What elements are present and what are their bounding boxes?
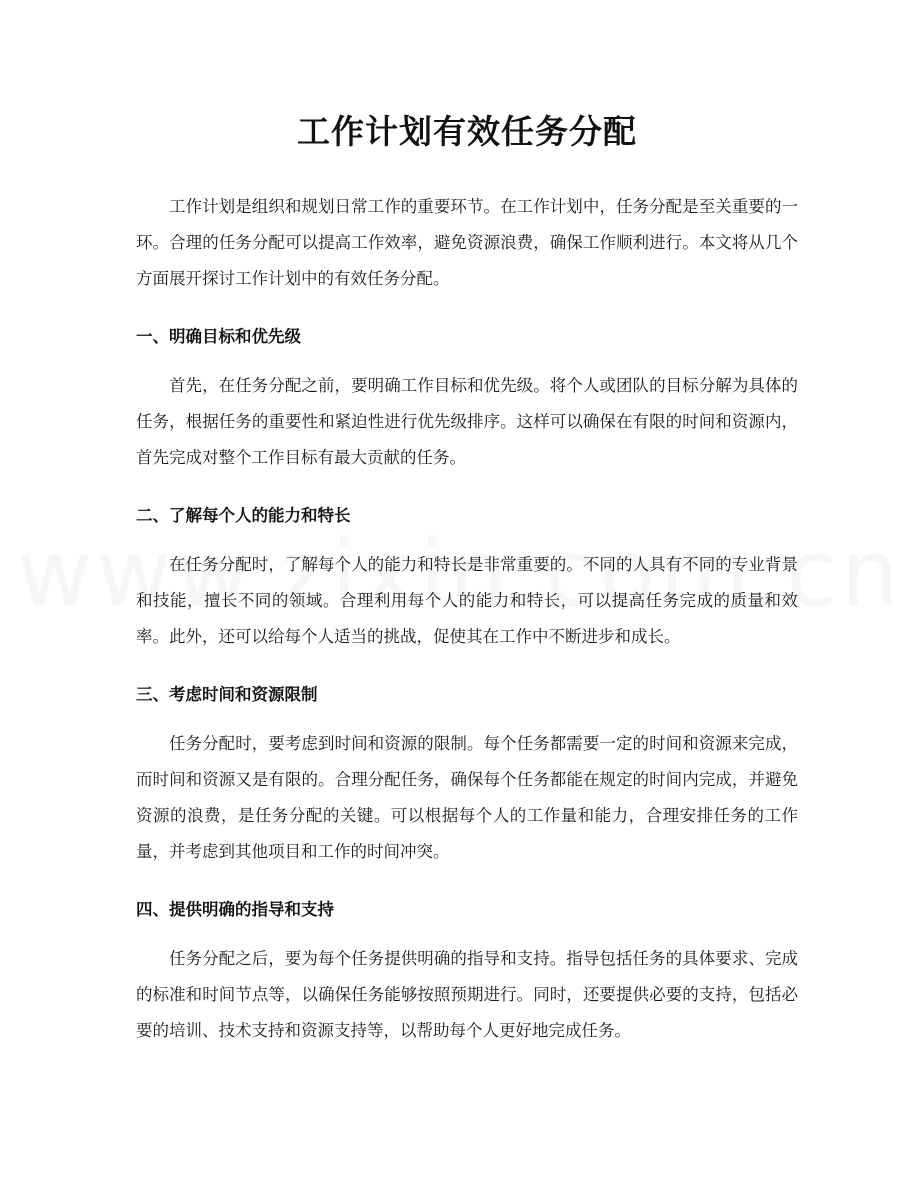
section-3-heading: 三、考虑时间和资源限制 [136, 685, 318, 704]
document-title: 工作计划有效任务分配 [297, 112, 637, 151]
section-4-heading: 四、提供明确的指导和支持 [136, 900, 334, 919]
section-1-heading: 一、明确目标和优先级 [136, 327, 301, 346]
section-3-body: 任务分配时，要考虑到时间和资源的限制。每个任务都需要一定的时间和资源来完成，而时间和资源又是有限的。合理分配任务，确保每个任务都能在规定的时间内完成，并避免资源的浪费，是任务分配的关键。可以根据每个人的工作量和能力，合理安排任务的工作量，并考虑到其他项目和工作的时间冲突。 [136, 734, 798, 861]
section-2-heading: 二、了解每个人的能力和特长 [136, 506, 351, 525]
section-1-body: 首先，在任务分配之前，要明确工作目标和优先级。将个人或团队的目标分解为具体的任务，根据任务的重要性和紧迫性进行优先级排序。这样可以确保在有限的时间和资源内，首先完成对整个工作目标有最大贡献的任务。 [136, 376, 798, 467]
intro-paragraph: 工作计划是组织和规划日常工作的重要环节。在工作计划中，任务分配是至关重要的一环。合理的任务分配可以提高工作效率，避免资源浪费，确保工作顺利进行。本文将从几个方面展开探讨工作计划中的有效任务分配。 [136, 197, 798, 288]
section-4-body: 任务分配之后，要为每个任务提供明确的指导和支持。指导包括任务的具体要求、完成的标准和时间节点等，以确保任务能够按照预期进行。同时，还要提供必要的支持，包括必要的培训、技术支持和资源支持等，以帮助每个人更好地完成任务。 [136, 949, 798, 1040]
section-2-body: 在任务分配时，了解每个人的能力和特长是非常重要的。不同的人具有不同的专业背景和技能，擅长不同的领域。合理利用每个人的能力和特长，可以提高任务完成的质量和效率。此外，还可以给每个人适当的挑战，促使其在工作中不断进步和成长。 [136, 555, 798, 646]
